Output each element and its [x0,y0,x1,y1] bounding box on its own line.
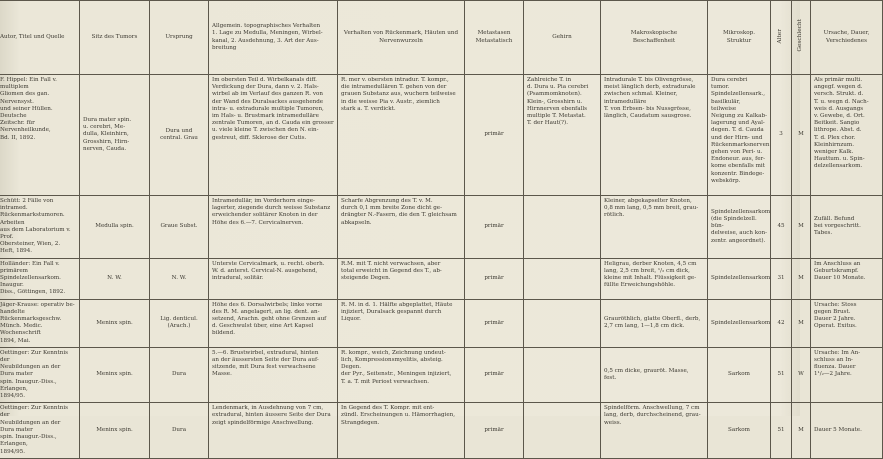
cell-topography: Intramedullär, im Vorderhorn einge- lagerter, ziegende durch weisse Substanz erweichender solitärer Knoten in der Höhe des 6.—7. Cervicalnerven. [209,196,338,259]
cell-cord-behaviour: R. M. in d. 1. Hälfte abgeplattet, Häute injiziert, Duralsack gespannt durch Liquor. [338,299,465,347]
cell-origin: Dura und central. Grau [150,75,209,196]
cell-macroscopic: Intradurale T. bis Olivengrösse, meist länglich derb, extradurale zwischen schmal. Kleiner, intramedulläre T. von Erbsen- bis Nussgrösse, länglich, Caudatum sausgrose. [601,75,708,196]
cell-cause: Ursache: Stoss gegen Brust. Dauer 2 Jahre. Operat. Exitus. [811,299,883,347]
cell-metastases: primär [465,403,524,458]
header-macroscopic: Makroskopische Beschaffenheit [601,1,708,75]
cell-age: 51 [771,403,792,458]
cell-author: Holländer: Ein Fall v. primärem Spindelzellensarkom. Inaugur. Diss., Göttingen, 1892. [0,258,80,299]
cell-microscopic: Spindelzellensarkom (die Spindelzell. bün- delweise, auch kon- zentr. angeordnet). [708,196,771,259]
table-row [0,299,883,347]
cell-sex: M [792,258,811,299]
header-author: Autor, Titel und Quelle [0,1,80,75]
header-origin: Ursprung [150,1,209,75]
table-row [0,75,883,196]
cell-brain [524,299,601,347]
cell-brain: Zahlreiche T. in d. Dura u. Pia cerebri (Psammomknoten). Klein-, Grosshirn u. Hirnnerven ebenfalls multiple T. Metastat. T. der Haut(?). [524,75,601,196]
cell-age: 45 [771,196,792,259]
cell-cause: Zufäll. Befund bei vorgeschritt. Tabes. [811,196,883,259]
header-microscopic: Mikroskop. Struktur [708,1,771,75]
cell-cause: Im Anschluss an Geburtskrampf. Dauer 10 Monate. [811,258,883,299]
cell-macroscopic: Kleiner, abgekapselter Knoten, 0,8 mm lang, 0,5 mm breit, grau- rötlich. [601,196,708,259]
cell-sex: M [792,299,811,347]
cell-microscopic: Sarkom [708,403,771,458]
cell-topography: 5.—6. Brustwirbel, extradural, hinten an der äussersten Seite der Dura auf- sitzende, mit Dura fest verwachsene Masse. [209,347,338,402]
cell-origin: Lig. denticul. (Arach.) [150,299,209,347]
cell-brain [524,258,601,299]
cell-microscopic: Spindelzellensarkom [708,299,771,347]
header-topography: Allgemein. topographisches Verhalten 1. Lage zu Medulla, Meningen, Wirbel- kanal, 2. Ausdehnung, 3. Art der Aus- breitung [209,1,338,75]
cell-topography: Im obersten Teil d. Wirbelkanals diff. Verdickung der Dura, dann v. 2. Hals- wirbel ab im Verlauf des ganzen R. von der Wand des Duralsackes ausgehende intra- u. extradurale multiple Tumoren, im Hals- u. Brustmark intramedulläre zentrale Tumoren, an d. Cauda ein grosser u. viele kleine T. zwischen den N. ein- gestreut, diff. Sklerose der Cutis. [209,75,338,196]
cell-site: Meninx spin. [80,347,150,402]
cell-site: Meninx spin. [80,403,150,458]
cell-macroscopic: Spindelförm. Anschwellung, 7 cm lang, derb, durchscheinend, grau- weiss. [601,403,708,458]
cell-metastases: primär [465,347,524,402]
cell-microscopic: Spindelzellensarkom [708,258,771,299]
table-row [0,196,883,259]
cell-topography: Unterste Cervicalmark, u. recht. oberh. W. d. anterst. Cervical-N. ausgehend, intradural, solitär. [209,258,338,299]
cell-sex: W [792,347,811,402]
cell-origin: Dura [150,403,209,458]
header-age-label: Alter [777,28,784,44]
cell-cause: Ursache: Im An- schluss an In- fluenza. Dauer 1¹/₂—2 Jahre. [811,347,883,402]
cell-age: 51 [771,347,792,402]
cell-site: N. W. [80,258,150,299]
cell-microscopic: Dura cerebri tumor. Spindelzellensark., basilkulär, teilweise Neigung zu Kalkab- lagerung und Ayal- degen. T. d. Cauda und der Hirn- und Rückenmarksnerven gehen von Peri- u. Endoneur. aus, fer- kome ebenfalls mit konzentr. Bindege- webskörp. [708,75,771,196]
cell-topography: Lendenmark, in Ausdehnung von 7 cm, extradural, hinten äussere Seite der Dura zeigt spindelförmige Anschwellung. [209,403,338,458]
cell-origin: N. W. [150,258,209,299]
table-row [0,403,883,458]
cell-author: Jäger-Krause: operativ be- handelte Rückenmarksgeschw. Münch. Medic. Wochenschrift 1894, Mai. [0,299,80,347]
cell-origin: Dura [150,347,209,402]
cell-cause: Dauer 5 Monate. [811,403,883,458]
cell-topography: Höhe des 6. Dorsalwirbels; linke vorne des R. M. angelagert, an lig. dent. an- setzend, Arachn. geht ohne Grenzen auf d. Geschwulst über, eine Art Kapsel bildend. [209,299,338,347]
cell-cord-behaviour: In Gegend des T. Kompr. mit ent- zündl. Erscheinungen u. Hämorrhagien, Strangdegen. [338,403,465,458]
cell-cord-behaviour: Scharfe Abgrenzung des T. v. M. durch 0,1 mm breite Zone dicht ge- drängter N.-Fasern, die den T. gleichsam abkapseln. [338,196,465,259]
cell-macroscopic: 0,5 cm dicke, grauröt. Masse, fest. [601,347,708,402]
cell-metastases: primär [465,196,524,259]
cell-age: 42 [771,299,792,347]
header-cord-behaviour: Verhalten von Rückenmark, Häuten und Nervenwurzeln [338,1,465,75]
cell-brain [524,403,601,458]
cell-author: Oettinger: Zur Kenntnis der Neubildungen an der Dura mater spin. Inaugur.-Diss., Erlangen, 1894/95. [0,403,80,458]
cell-age: 31 [771,258,792,299]
header-cause: Ursache, Dauer, Verschiedenes [811,1,883,75]
header-row [0,1,883,75]
cell-cause: Als primär multi. angegf. wegen d. versch. Strukt. d. T. u. wegn d. Nach- weis d. Ausgangs v. Gewebe, d. Ort. Beitkeit. Sangio lithrope. Abst. d. T. d. Plex chor. Kleinhirnzum. weniger Kalk. Hauttum. u. Spin- delzellensarkom. [811,75,883,196]
cell-age: 3 [771,75,792,196]
cell-metastases: primär [465,299,524,347]
cell-macroscopic: Heligrau, derber Knoten, 4,5 cm lang, 2,5 cm breit, ¹/₂ cm dick, kleine mit Inhalt. Flüssigkeit ge- füllte Erweichungshöhle. [601,258,708,299]
cell-author: Schütt: 2 Fälle von intramed. Rückenmarkstumoren. Arbeiten aus dem Laboratorium v. Prof. Obersteiner, Wien, 2. Heft, 1894. [0,196,80,259]
cell-cord-behaviour: R. kompr., weich, Zeichnung undeut- lich, Kompressionsmyelitis, absteig. Degen. der Pyr., Seitenstr., Meningen injiziert, T. a. T. mit Periost verwachsen. [338,347,465,402]
header-metastases: Metastasen Metastatisch [465,1,524,75]
cell-site: Meninx spin. [80,299,150,347]
cell-author: Oettinger: Zur Kenntnis der Neubildungen an der Dura mater spin. Inaugur.-Diss., Erlangen, 1894/95. [0,347,80,402]
header-site: Sitz des Tumors [80,1,150,75]
table-row [0,258,883,299]
header-age [771,1,792,75]
cell-brain [524,347,601,402]
cell-sex: M [792,403,811,458]
header-brain: Gehirn [524,1,601,75]
cell-metastases: primär [465,258,524,299]
table-row [0,347,883,402]
cell-microscopic: Sarkom [708,347,771,402]
cell-brain [524,196,601,259]
cell-metastases: primär [465,75,524,196]
cell-author: F. Hippel: Ein Fall v. multiplem Gliomen des gan. Nervensyst. und seiner Hüllen. Deutsche Zeitschr. für Nervenheilkunde, Bd. II, 1892. [0,75,80,196]
header-sex-label: Geschlecht [797,19,804,53]
cell-cord-behaviour: R.M. mit T. nicht verwachsen, aber total erweicht in Gegend des T., ab- steigende Degen. [338,258,465,299]
cell-macroscopic: Grauröthlich, glatte Oberfl., derb, 2,7 cm lang, 1—1,8 cm dick. [601,299,708,347]
cell-sex: M [792,196,811,259]
cell-sex: M [792,75,811,196]
cell-site: Dura mater spin. u. cerebri, Me- dulla, Kleinhirn, Grosshirn, Hirn- nerven, Cauda. [80,75,150,196]
header-sex [792,1,811,75]
cell-cord-behaviour: R. mer v. obersten intradur. T. kompr., die intramedullären T. gehen von der grauen Substanz aus, wuchern teilweise in die weisse Pia v. Austr., ziemlich stark a. T. verdickt. [338,75,465,196]
cell-origin: Graue Subst. [150,196,209,259]
cell-site: Medulla spin. [80,196,150,259]
